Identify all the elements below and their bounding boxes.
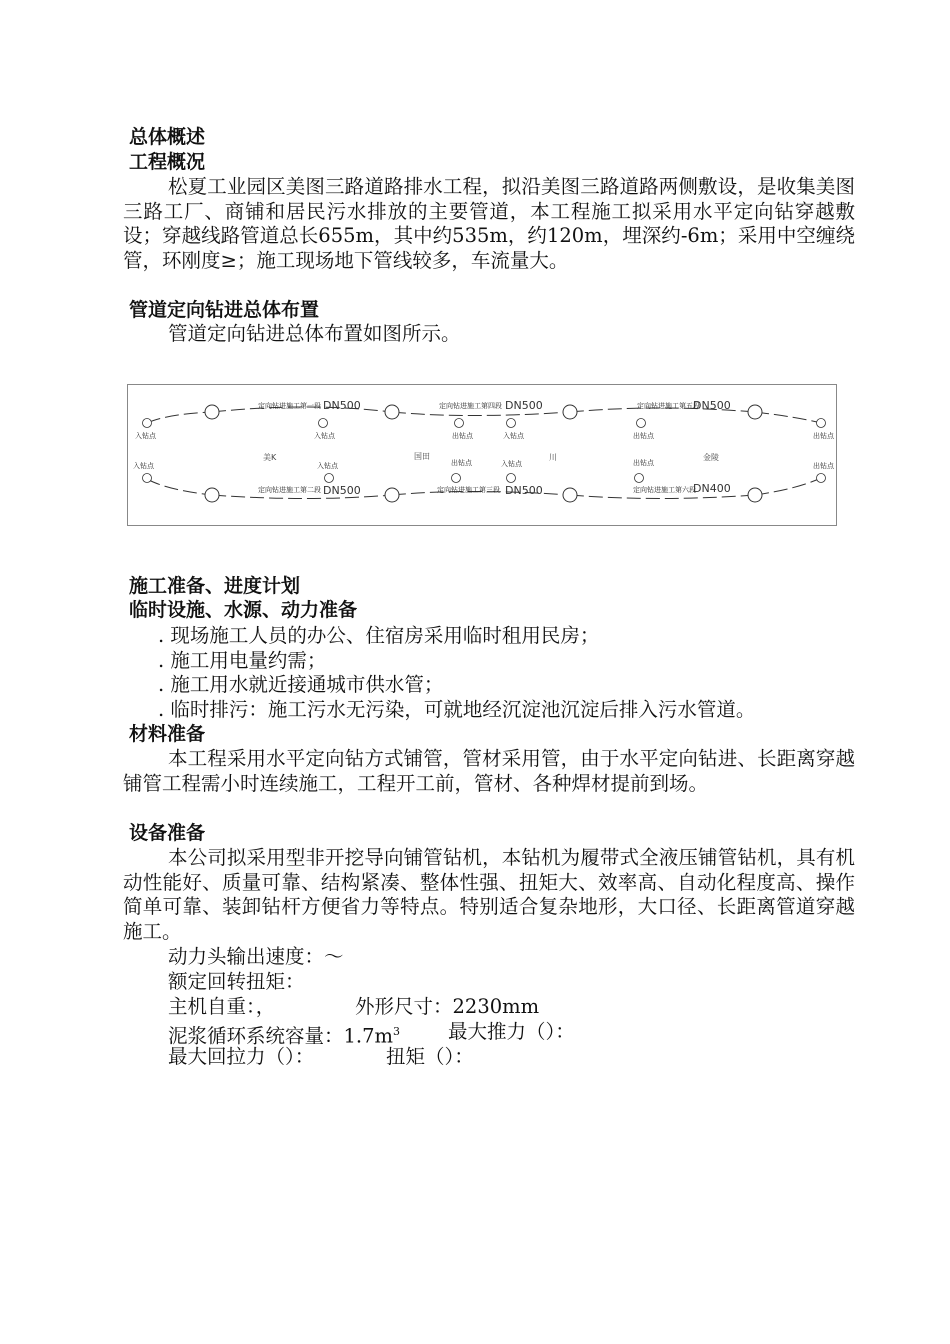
- manhole-node: [385, 488, 399, 502]
- facility-item: . 现场施工人员的办公、住宿房采用临时租用民房；: [158, 624, 600, 647]
- drill-point-marker: [452, 474, 461, 483]
- subsection-title-layout: 管道定向钻进总体布置: [129, 299, 320, 321]
- subsection-title-project: 工程概况: [129, 151, 206, 173]
- pipe-diameter-label: DN500: [693, 399, 731, 412]
- spec-max-push: 最大推力（）：: [448, 1020, 575, 1043]
- facility-item: . 施工用电量约需；: [158, 649, 327, 672]
- drill-point-marker: [817, 474, 826, 483]
- drill-point-label: 出钻点: [451, 459, 472, 467]
- drill-point-label: 出钻点: [813, 432, 834, 440]
- pipe-diameter-label: DN500: [323, 399, 361, 412]
- spec-mud-capacity-superscript: 3: [393, 1025, 401, 1038]
- drill-point-marker: [817, 419, 826, 428]
- drilling-layout-diagram: [127, 384, 837, 526]
- drill-point-label: 出钻点: [452, 432, 473, 440]
- pipe-diameter-label: DN400: [693, 482, 731, 495]
- facility-item: . 临时排污：施工污水无污染，可就地经沉淀池沉淀后排入污水管道。: [158, 698, 756, 721]
- drill-point-label: 入钻点: [135, 432, 156, 440]
- spec-weight: 主机自重：，: [168, 995, 276, 1018]
- stage-label: 定向钻进施工第六段: [633, 486, 696, 494]
- subsection-title-facilities: 临时设施、水源、动力准备: [129, 599, 358, 621]
- layout-paragraph: 管道定向钻进总体布置如图所示。: [168, 322, 461, 345]
- drill-point-marker: [455, 419, 464, 428]
- spec-speed: 动力头输出速度：～: [168, 945, 344, 968]
- drill-point-marker: [507, 474, 516, 483]
- road-label: 金陵: [703, 453, 719, 462]
- manhole-node: [385, 405, 399, 419]
- manhole-node: [748, 488, 762, 502]
- spec-rated-torque: 额定回转扭矩：: [168, 970, 305, 993]
- road-label: 美K: [263, 453, 277, 462]
- facility-item: . 施工用水就近接通城市供水管；: [158, 673, 444, 696]
- manhole-node: [563, 405, 577, 419]
- equipment-paragraph: 本公司拟采用型非开挖导向铺管钻机，本钻机为履带式全液压铺管钻机，具有机动性能好、质量可靠、结构紧凑、整体性强、扭矩大、效率高、自动化程度高、操作简单可靠、装卸钻杆方便省力等特点。特别适合复杂地形，大口径、长距离管道穿越施工。: [123, 846, 855, 943]
- drill-point-marker: [325, 474, 334, 483]
- spec-size: 外形尺寸：2230mm: [355, 995, 540, 1018]
- drill-point-label: 出钻点: [633, 432, 654, 440]
- subsection-title-equipment: 设备准备: [129, 822, 206, 844]
- drill-point-label: 入钻点: [133, 462, 154, 470]
- stage-label: 定向钻进施工第五段: [637, 402, 700, 410]
- layout-svg: [127, 384, 837, 526]
- stage-label: 定向钻进施工第四段: [439, 402, 502, 410]
- section-title-overview: 总体概述: [129, 126, 206, 148]
- spec-max-pull: 最大回拉力（）：: [168, 1045, 315, 1068]
- drill-point-marker: [507, 419, 516, 428]
- manhole-node: [205, 488, 219, 502]
- road-label: 川: [549, 453, 557, 462]
- subsection-title-materials: 材料准备: [129, 723, 206, 745]
- manhole-node: [205, 405, 219, 419]
- drill-point-label: 入钻点: [503, 432, 524, 440]
- section-title-preparation: 施工准备、进度计划: [129, 575, 301, 597]
- drill-point-marker: [143, 474, 152, 483]
- spec-mud-capacity-text: 泥浆循环系统容量：1.7m: [168, 1024, 394, 1048]
- drill-point-marker: [143, 419, 152, 428]
- pipe-diameter-label: DN500: [505, 484, 543, 497]
- drill-point-marker: [635, 474, 644, 483]
- drill-point-label: 入钻点: [501, 460, 522, 468]
- stage-label: 定向钻进施工第一段: [258, 402, 321, 410]
- stage-label: 定向钻进施工第二段: [258, 486, 321, 494]
- manhole-node: [563, 488, 577, 502]
- manhole-node: [748, 405, 762, 419]
- drill-point-marker: [319, 419, 328, 428]
- pipe-diameter-label: DN500: [505, 399, 543, 412]
- drill-point-marker: [637, 419, 646, 428]
- road-label: 国田: [414, 452, 430, 461]
- stage-label: 定向钻进施工第三段: [437, 486, 500, 494]
- drill-point-label: 入钻点: [314, 432, 335, 440]
- pipe-diameter-label: DN500: [323, 484, 361, 497]
- drill-point-label: 出钻点: [813, 462, 834, 470]
- spec-torque: 扭矩（）：: [386, 1045, 474, 1068]
- drill-point-label: 入钻点: [317, 462, 338, 470]
- materials-paragraph: 本工程采用水平定向钻方式铺管，管材采用管，由于水平定向钻进、长距离穿越铺管工程需小时连续施工，工程开工前，管材、各种焊材提前到场。: [123, 747, 855, 795]
- project-paragraph: 松夏工业园区美图三路道路排水工程，拟沿美图三路道路两侧敷设，是收集美图三路工厂、商铺和居民污水排放的主要管道，本工程施工拟采用水平定向钻穿越敷设；穿越线路管道总长655m，其中约535m，约120m，埋深约-6m；采用中空缠绕管，环刚度≥；施工现场地下管线较多，车流量大。: [123, 175, 855, 272]
- drill-point-label: 出钻点: [633, 459, 654, 467]
